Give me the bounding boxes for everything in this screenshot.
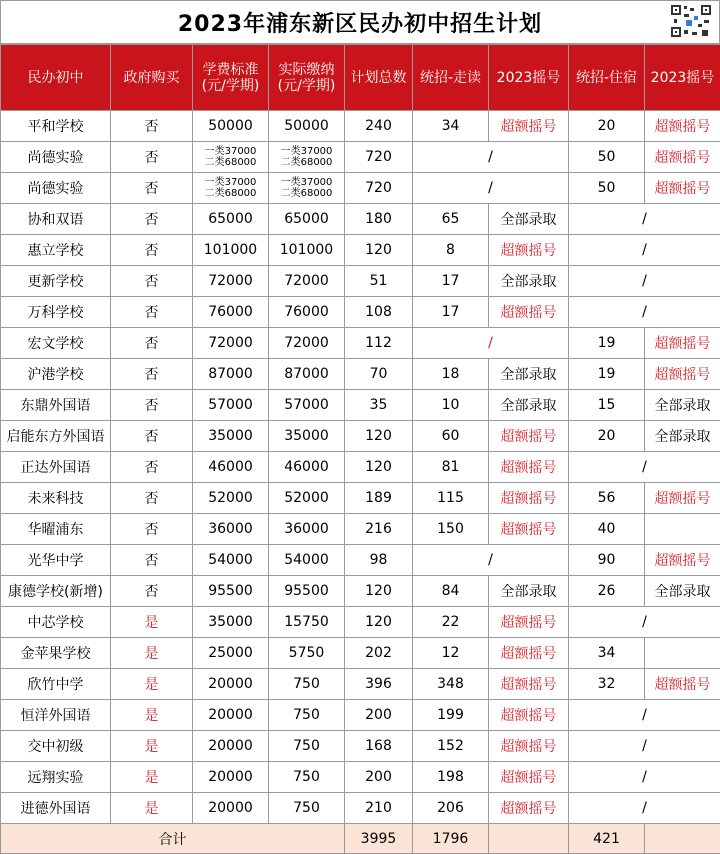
total-day: 1796: [413, 824, 489, 854]
actual-payment: 5750: [269, 638, 345, 669]
board-lottery: 全部录取: [645, 576, 720, 607]
board-lottery: 超额摇号: [645, 545, 720, 576]
board-quota: /: [569, 452, 720, 483]
board-quota: /: [569, 266, 720, 297]
tuition-standard: 50000: [193, 111, 269, 142]
school-name: 未来科技: [1, 483, 111, 514]
total-empty: [489, 824, 569, 854]
day-lottery: 超额摇号: [489, 731, 569, 762]
column-header: 统招-走读: [413, 45, 489, 111]
table-row: [1, 173, 720, 204]
school-name: 更新学校: [1, 266, 111, 297]
board-quota: 20: [569, 421, 645, 452]
plan-total: 108: [345, 297, 413, 328]
tuition-standard: 87000: [193, 359, 269, 390]
actual-payment: 750: [269, 731, 345, 762]
actual-payment: 一类37000 二类68000: [269, 142, 345, 173]
plan-total: 120: [345, 607, 413, 638]
table-row: [1, 638, 720, 669]
gov-purchase: 否: [111, 204, 193, 235]
board-lottery: 超额摇号: [645, 142, 720, 173]
tuition-standard: 57000: [193, 390, 269, 421]
board-quota: 26: [569, 576, 645, 607]
actual-payment: 750: [269, 669, 345, 700]
board-quota: /: [569, 731, 720, 762]
gov-purchase: 否: [111, 390, 193, 421]
gov-purchase: 否: [111, 452, 193, 483]
table-row: [1, 328, 720, 359]
day-quota: 17: [413, 297, 489, 328]
table-row: [1, 421, 720, 452]
day-lottery: 超额摇号: [489, 607, 569, 638]
day-lottery: 超额摇号: [489, 793, 569, 824]
board-quota: 50: [569, 173, 645, 204]
day-quota: 150: [413, 514, 489, 545]
day-lottery: 超额摇号: [489, 514, 569, 545]
board-quota: /: [569, 607, 720, 638]
plan-total: 210: [345, 793, 413, 824]
column-header: 学费标准 (元/学期): [193, 45, 269, 111]
table-row: [1, 204, 720, 235]
day-lottery: 超额摇号: [489, 452, 569, 483]
page-title: [0, 0, 720, 44]
plan-total: 120: [345, 452, 413, 483]
board-quota: /: [569, 793, 720, 824]
gov-purchase: 否: [111, 514, 193, 545]
gov-purchase: 否: [111, 359, 193, 390]
day-quota: 115: [413, 483, 489, 514]
table-row: [1, 359, 720, 390]
actual-payment: 76000: [269, 297, 345, 328]
table-row: [1, 266, 720, 297]
school-name: 恒洋外国语: [1, 700, 111, 731]
plan-total: 240: [345, 111, 413, 142]
school-name: 沪港学校: [1, 359, 111, 390]
plan-total: 200: [345, 762, 413, 793]
actual-payment: 101000: [269, 235, 345, 266]
board-lottery: 超额摇号: [645, 173, 720, 204]
plan-total: 396: [345, 669, 413, 700]
actual-payment: 35000: [269, 421, 345, 452]
tuition-standard: 52000: [193, 483, 269, 514]
actual-payment: 65000: [269, 204, 345, 235]
table-row: [1, 235, 720, 266]
tuition-standard: 35000: [193, 421, 269, 452]
day-quota: 81: [413, 452, 489, 483]
tuition-standard: 54000: [193, 545, 269, 576]
day-quota: 348: [413, 669, 489, 700]
column-header: 政府购买: [111, 45, 193, 111]
table-row: [1, 111, 720, 142]
board-lottery: [645, 514, 720, 545]
plan-total: 216: [345, 514, 413, 545]
day-quota: 60: [413, 421, 489, 452]
tuition-standard: 25000: [193, 638, 269, 669]
actual-payment: 57000: [269, 390, 345, 421]
board-quota: 19: [569, 359, 645, 390]
actual-payment: 95500: [269, 576, 345, 607]
tuition-standard: 35000: [193, 607, 269, 638]
day-lottery: 超额摇号: [489, 638, 569, 669]
gov-purchase: 是: [111, 731, 193, 762]
board-quota: 15: [569, 390, 645, 421]
table-row: [1, 793, 720, 824]
table-row: [1, 545, 720, 576]
gov-purchase: 否: [111, 421, 193, 452]
tuition-standard: 72000: [193, 266, 269, 297]
actual-payment: 87000: [269, 359, 345, 390]
total-plan: 3995: [345, 824, 413, 854]
day-quota: 18: [413, 359, 489, 390]
actual-payment: 72000: [269, 328, 345, 359]
day-lottery: 超额摇号: [489, 297, 569, 328]
board-lottery: 超额摇号: [645, 111, 720, 142]
table-row: [1, 390, 720, 421]
board-quota: /: [569, 297, 720, 328]
school-name: 光华中学: [1, 545, 111, 576]
table-row: [1, 607, 720, 638]
plan-total: 189: [345, 483, 413, 514]
column-header: 2023摇号: [645, 45, 720, 111]
day-quota: 84: [413, 576, 489, 607]
board-quota: /: [569, 235, 720, 266]
board-quota: 40: [569, 514, 645, 545]
plan-total: 200: [345, 700, 413, 731]
gov-purchase: 否: [111, 235, 193, 266]
day-lottery: 超额摇号: [489, 762, 569, 793]
tuition-standard: 20000: [193, 762, 269, 793]
board-lottery: 全部录取: [645, 390, 720, 421]
table-row: [1, 142, 720, 173]
table-row: [1, 576, 720, 607]
board-lottery: 超额摇号: [645, 669, 720, 700]
title-text: 2023年浦东新区民办初中招生计划: [178, 7, 542, 38]
total-empty: [645, 824, 720, 854]
total-label: 合计: [1, 824, 345, 854]
board-quota: /: [569, 762, 720, 793]
actual-payment: 52000: [269, 483, 345, 514]
plan-total: 51: [345, 266, 413, 297]
tuition-standard: 20000: [193, 669, 269, 700]
column-header: 2023摇号: [489, 45, 569, 111]
tuition-standard: 95500: [193, 576, 269, 607]
school-name: 东鼎外国语: [1, 390, 111, 421]
total-board: 421: [569, 824, 645, 854]
plan-total: 168: [345, 731, 413, 762]
day-lottery: 超额摇号: [489, 421, 569, 452]
actual-payment: 750: [269, 700, 345, 731]
table-row: [1, 514, 720, 545]
day-lottery: 全部录取: [489, 266, 569, 297]
plan-total: 70: [345, 359, 413, 390]
qr-code-icon: [668, 2, 714, 40]
plan-total: 120: [345, 235, 413, 266]
board-lottery: 全部录取: [645, 421, 720, 452]
day-lottery: 超额摇号: [489, 669, 569, 700]
school-name: 启能东方外国语: [1, 421, 111, 452]
day-lottery: 超额摇号: [489, 483, 569, 514]
board-quota: 50: [569, 142, 645, 173]
actual-payment: 54000: [269, 545, 345, 576]
tuition-standard: 20000: [193, 793, 269, 824]
tuition-standard: 20000: [193, 700, 269, 731]
tuition-standard: 65000: [193, 204, 269, 235]
column-header: 实际缴纳 (元/学期): [269, 45, 345, 111]
gov-purchase: 否: [111, 142, 193, 173]
day-lottery: 超额摇号: [489, 111, 569, 142]
tuition-standard: 72000: [193, 328, 269, 359]
gov-purchase: 否: [111, 545, 193, 576]
school-name: 惠立学校: [1, 235, 111, 266]
board-quota: 19: [569, 328, 645, 359]
board-lottery: 超额摇号: [645, 359, 720, 390]
day-quota: 34: [413, 111, 489, 142]
actual-payment: 15750: [269, 607, 345, 638]
actual-payment: 72000: [269, 266, 345, 297]
plan-total: 98: [345, 545, 413, 576]
tuition-standard: 20000: [193, 731, 269, 762]
day-lottery: 全部录取: [489, 390, 569, 421]
school-name: 交中初级: [1, 731, 111, 762]
board-quota: 20: [569, 111, 645, 142]
gov-purchase: 否: [111, 576, 193, 607]
plan-total: 120: [345, 421, 413, 452]
school-name: 万科学校: [1, 297, 111, 328]
gov-purchase: 否: [111, 173, 193, 204]
total-row: [1, 824, 720, 854]
day-quota: 22: [413, 607, 489, 638]
school-name: 华曜浦东: [1, 514, 111, 545]
gov-purchase: 否: [111, 328, 193, 359]
day-lottery: 全部录取: [489, 359, 569, 390]
actual-payment: 46000: [269, 452, 345, 483]
actual-payment: 一类37000 二类68000: [269, 173, 345, 204]
day-quota: /: [413, 142, 569, 173]
school-name: 尚德实验: [1, 173, 111, 204]
tuition-standard: 46000: [193, 452, 269, 483]
tuition-standard: 一类37000 二类68000: [193, 173, 269, 204]
school-name: 康德学校(新增): [1, 576, 111, 607]
board-quota: /: [569, 700, 720, 731]
board-quota: 34: [569, 638, 645, 669]
board-lottery: 超额摇号: [645, 483, 720, 514]
school-name: 金苹果学校: [1, 638, 111, 669]
board-quota: 32: [569, 669, 645, 700]
day-quota: 10: [413, 390, 489, 421]
actual-payment: 36000: [269, 514, 345, 545]
board-quota: /: [569, 204, 720, 235]
day-quota: 206: [413, 793, 489, 824]
column-header: 计划总数: [345, 45, 413, 111]
gov-purchase: 是: [111, 793, 193, 824]
tuition-standard: 76000: [193, 297, 269, 328]
day-lottery: 超额摇号: [489, 235, 569, 266]
plan-total: 35: [345, 390, 413, 421]
school-name: 平和学校: [1, 111, 111, 142]
plan-total: 202: [345, 638, 413, 669]
column-header: 民办初中: [1, 45, 111, 111]
gov-purchase: 是: [111, 669, 193, 700]
plan-total: 720: [345, 173, 413, 204]
enrollment-table: [0, 44, 720, 854]
gov-purchase: 否: [111, 266, 193, 297]
column-header: 统招-住宿: [569, 45, 645, 111]
day-quota: /: [413, 173, 569, 204]
actual-payment: 750: [269, 762, 345, 793]
gov-purchase: 否: [111, 297, 193, 328]
table-row: [1, 731, 720, 762]
table-row: [1, 452, 720, 483]
day-quota: 17: [413, 266, 489, 297]
board-lottery: 超额摇号: [645, 328, 720, 359]
table-row: [1, 700, 720, 731]
school-name: 远翔实验: [1, 762, 111, 793]
day-lottery: 超额摇号: [489, 700, 569, 731]
day-quota: /: [413, 328, 569, 359]
day-quota: 8: [413, 235, 489, 266]
day-quota: 198: [413, 762, 489, 793]
plan-total: 180: [345, 204, 413, 235]
tuition-standard: 101000: [193, 235, 269, 266]
table-row: [1, 669, 720, 700]
day-quota: 12: [413, 638, 489, 669]
table-header-row: [1, 45, 720, 111]
school-name: 正达外国语: [1, 452, 111, 483]
table-row: [1, 483, 720, 514]
school-name: 尚德实验: [1, 142, 111, 173]
actual-payment: 50000: [269, 111, 345, 142]
board-lottery: [645, 638, 720, 669]
school-name: 协和双语: [1, 204, 111, 235]
gov-purchase: 是: [111, 762, 193, 793]
table-row: [1, 297, 720, 328]
day-quota: 199: [413, 700, 489, 731]
gov-purchase: 否: [111, 483, 193, 514]
tuition-standard: 36000: [193, 514, 269, 545]
board-quota: 56: [569, 483, 645, 514]
actual-payment: 750: [269, 793, 345, 824]
plan-total: 720: [345, 142, 413, 173]
plan-total: 112: [345, 328, 413, 359]
school-name: 欣竹中学: [1, 669, 111, 700]
plan-total: 120: [345, 576, 413, 607]
gov-purchase: 是: [111, 607, 193, 638]
day-lottery: 全部录取: [489, 204, 569, 235]
day-lottery: 全部录取: [489, 576, 569, 607]
gov-purchase: 是: [111, 638, 193, 669]
gov-purchase: 否: [111, 111, 193, 142]
school-name: 中芯学校: [1, 607, 111, 638]
board-quota: 90: [569, 545, 645, 576]
day-quota: 152: [413, 731, 489, 762]
school-name: 进德外国语: [1, 793, 111, 824]
tuition-standard: 一类37000 二类68000: [193, 142, 269, 173]
school-name: 宏文学校: [1, 328, 111, 359]
day-quota: 65: [413, 204, 489, 235]
day-quota: /: [413, 545, 569, 576]
table-row: [1, 762, 720, 793]
gov-purchase: 是: [111, 700, 193, 731]
